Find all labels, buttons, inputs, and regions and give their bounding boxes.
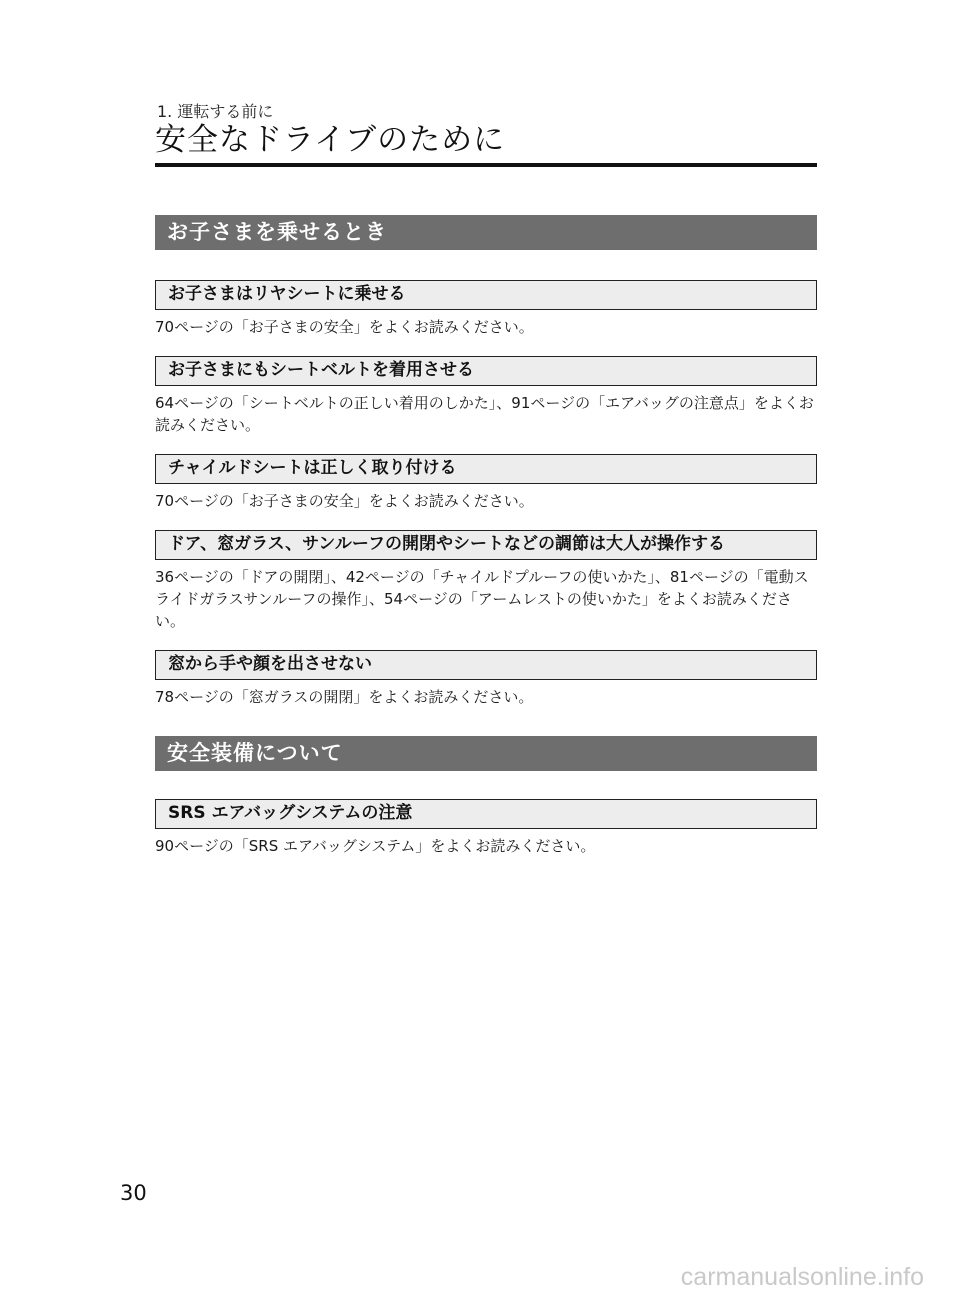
topic-body: 70ページの「お子さまの安全」をよくお読みください。 — [155, 492, 534, 510]
section-heading: お子さまを乗せるとき — [155, 215, 817, 250]
topic-body: 78ページの「窓ガラスの開閉」をよくお読みください。 — [155, 688, 534, 706]
topic-body: 36ページの「ドアの開閉」、42ページの「チャイルドプルーフの使いかた」、81ページの「電動スライドガラスサンルーフの操作」、54ページの「アームレストの使いかた」をよくお読みください。 — [155, 568, 809, 630]
topic-rear-seat — [155, 280, 817, 338]
topic-srs-airbag — [155, 799, 817, 857]
page-content — [155, 215, 817, 857]
topic-body: 70ページの「お子さまの安全」をよくお読みください。 — [155, 318, 534, 336]
topic-child-seat — [155, 454, 817, 512]
topic-heading: お子さまはリヤシートに乗せる — [155, 280, 817, 310]
section-heading: 安全装備について — [155, 736, 817, 771]
topic-body: 64ページの「シートベルトの正しい着用のしかた」、91ページの「エアバッグの注意点」をよくお読みください。 — [155, 394, 814, 434]
watermark: carmanualsonline.info — [680, 1263, 924, 1291]
section-safety-equipment — [155, 736, 817, 857]
topic-window-safety — [155, 650, 817, 708]
page-title: 安全なドライブのために — [155, 122, 506, 158]
topic-heading: チャイルドシートは正しく取り付ける — [155, 454, 817, 484]
topic-heading: 窓から手や顔を出させない — [155, 650, 817, 680]
page-number: 30 — [120, 1181, 147, 1205]
topic-heading: お子さまにもシートベルトを着用させる — [155, 356, 817, 386]
title-divider — [155, 163, 817, 167]
chapter-label: 1. 運転する前に — [157, 102, 274, 121]
topic-adult-operation — [155, 530, 817, 632]
topic-seatbelt — [155, 356, 817, 436]
section-child-passengers — [155, 215, 817, 708]
topic-heading: SRS エアバッグシステムの注意 — [155, 799, 817, 829]
topic-heading: ドア、窓ガラス、サンルーフの開閉やシートなどの調節は大人が操作する — [155, 530, 817, 560]
topic-body: 90ページの「SRS エアバッグシステム」をよくお読みください。 — [155, 837, 596, 855]
